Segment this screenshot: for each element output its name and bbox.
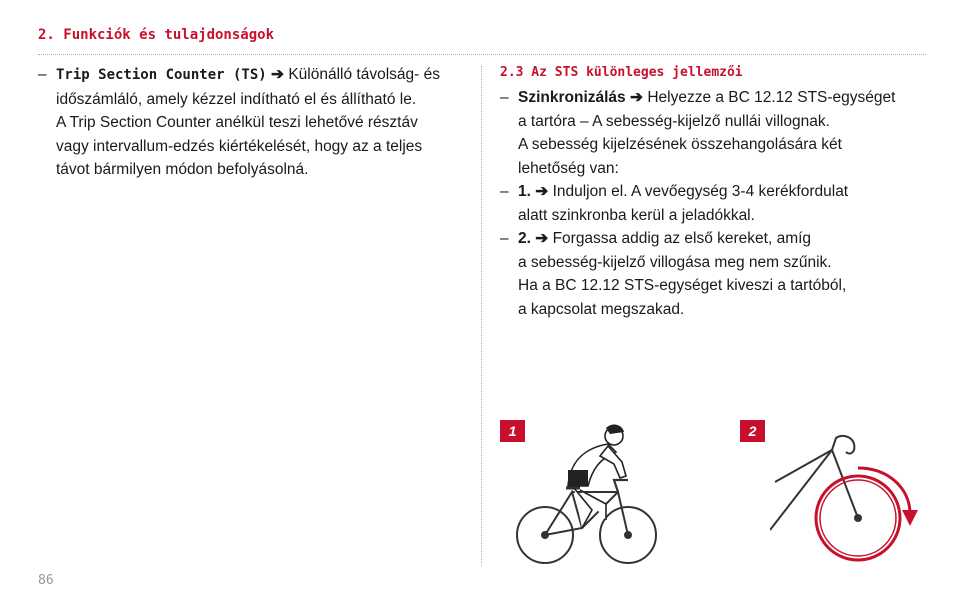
text-line [518, 180, 930, 204]
list-item-option-2 [500, 227, 930, 321]
arrow-icon: ➔ [271, 66, 285, 83]
list-dash: – [500, 230, 509, 247]
text-line: alatt szinkronba kerül a jeladókkal. [518, 206, 755, 224]
list-item-sync [500, 86, 930, 180]
keyword-trip-section-counter: Trip Section Counter (TS) [56, 67, 267, 83]
list-dash: – [38, 66, 47, 83]
text-line: A Trip Section Counter anélkül teszi lehetővé résztáv [56, 114, 418, 131]
text-line: Ha a BC 12.12 STS-egységet kiveszi a tartóból, [518, 277, 847, 294]
figure-label-1: 1 [500, 420, 525, 442]
right-column [500, 86, 930, 321]
text-line: távot bármilyen módon befolyásolná. [56, 161, 309, 178]
text-line: időszámláló, amely kézzel indítható el és állítható le. [56, 90, 417, 108]
text-line-content: Különálló távolság- és [288, 66, 440, 83]
list-item-trip-section-counter [38, 63, 468, 182]
text-line-content: Forgassa addig az első kereket, amíg [552, 230, 812, 247]
text-line [518, 227, 930, 251]
subsection-title: 2.3 Az STS különleges jellemzői [500, 65, 743, 80]
cyclist-icon [510, 410, 660, 575]
text-line: vagy intervallum-edzés kiértékelését, hogy az a teljes [56, 137, 423, 155]
text-line: A sebesség kijelzésének összehangolására két [518, 136, 842, 153]
text-line: a sebesség-kijelző villogása meg nem szűnik. [518, 253, 832, 271]
text-line [518, 86, 930, 110]
page-number: 86 [38, 573, 54, 588]
list-dash: – [500, 89, 509, 106]
arrow-icon: ➔ [535, 230, 549, 247]
text-line: a kapcsolat megszakad. [518, 300, 685, 318]
column-divider [481, 66, 482, 566]
arrow-icon: ➔ [630, 89, 643, 106]
text-line-content: Helyezze a BC 12.12 STS-egységet [647, 89, 896, 106]
text-line-content: Induljon el. A vevőegység 3-4 kerékfordulat [552, 183, 849, 200]
keyword-option-1: 1. [518, 183, 531, 200]
text-line: a tartóra – A sebesség-kijelző nullái villognak. [518, 112, 830, 130]
list-dash: – [500, 183, 509, 200]
list-item-option-1 [500, 180, 930, 227]
left-column [38, 63, 468, 182]
keyword-option-2: 2. [518, 230, 531, 247]
section-title: 2. Funkciók és tulajdonságok [38, 27, 275, 43]
rotating-wheel-icon [770, 430, 920, 570]
top-divider [38, 54, 926, 55]
figure-label-2: 2 [740, 420, 765, 442]
text-line [56, 63, 468, 88]
keyword-sync: Szinkronizálás [518, 89, 626, 106]
text-line: lehetőség van: [518, 159, 619, 177]
arrow-icon: ➔ [535, 183, 549, 200]
